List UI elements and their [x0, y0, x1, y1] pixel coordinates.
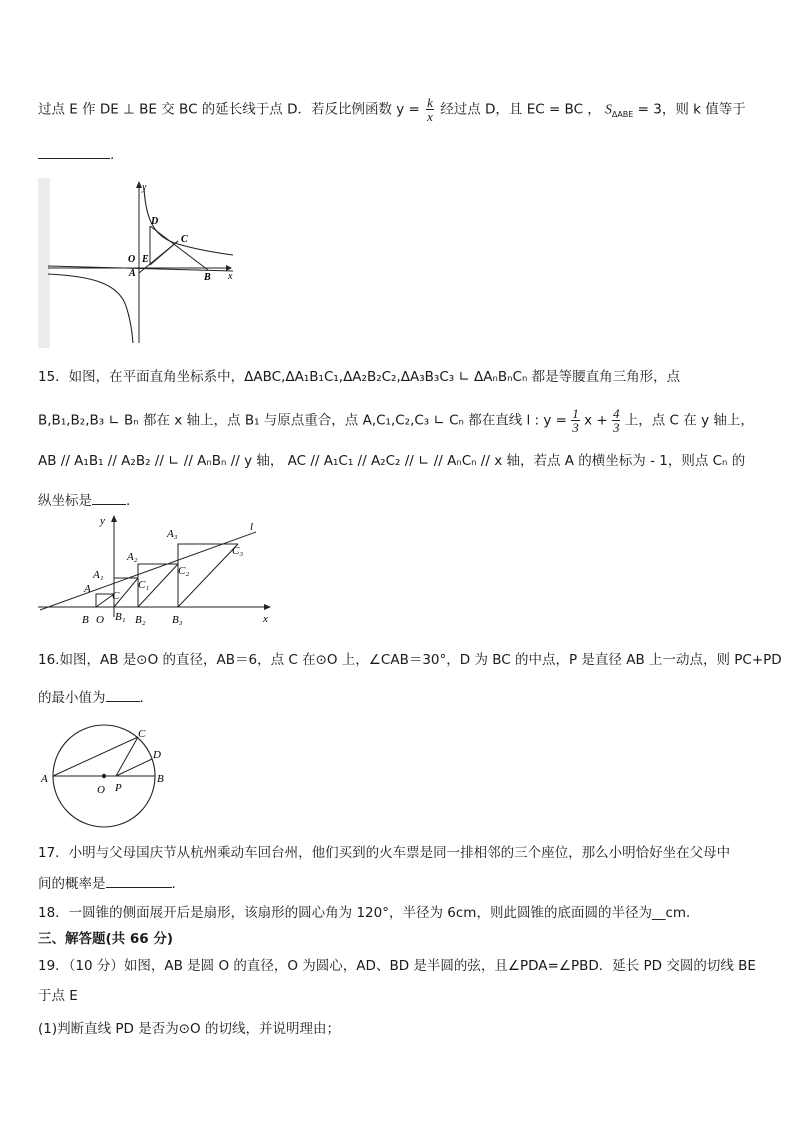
segment-PD [116, 759, 152, 776]
q15-line3: AB // A₁B₁ // A₂B₂ // ∟ // AₙBₙ // y 轴， AC // A₁C₁ // A₂C₂ // ∟ // AₙCₙ // x 轴，若点 A 的横坐标为 - 1，则点 Cₙ 的 [38, 453, 746, 469]
fig14-hyperbola-graph [38, 178, 243, 348]
center-O-dot [102, 774, 106, 778]
q19-part1: (1)判断直线 PD 是否为⊙O 的切线，并说明理由； [38, 1021, 340, 1037]
frac1-den: 3 [572, 420, 579, 435]
area-value: = 3，则 k 值等于 [637, 101, 746, 118]
label-E: E [142, 254, 149, 265]
q15-line4-text: 纵坐标是 [38, 493, 92, 509]
q15-line2 [38, 407, 754, 434]
q16-line2 [38, 687, 144, 708]
q14-text-a: 过点 E 作 DE ⊥ BE 交 BC 的延长线于点 D．若反比例函数 y = [38, 101, 420, 118]
label-D: D [153, 749, 161, 761]
label-B2: B₂ [135, 614, 146, 626]
q14-period: . [110, 147, 115, 163]
func-denominator: x [427, 109, 433, 124]
q19-line1: 19．（10 分）如图，AB 是圆 O 的直径，O 为圆心，AD、BD 是半圆的弦，且∠PDA=∠PBD．延长 PD 交圆的切线 BE [38, 958, 756, 974]
q19-line2: 于点 E [38, 988, 78, 1004]
label-C: C [138, 728, 146, 740]
area-label: S [605, 101, 612, 117]
label-O: O [96, 614, 104, 626]
label-A2: A₂ [127, 551, 138, 563]
q15-line1: 15．如图，在平面直角坐标系中，ΔABC,ΔA₁B₁C₁,ΔA₂B₂C₂,ΔA₃B₃C₃ ∟ ΔAₙBₙCₙ 都是等腰直角三角形，点 [38, 369, 681, 385]
segment-PC [116, 737, 138, 776]
frac2-den: 3 [612, 420, 620, 435]
label-x: x [263, 613, 268, 625]
label-A1: A₁ [93, 569, 104, 581]
label-O: O [128, 254, 136, 265]
label-l: l [250, 521, 254, 533]
q14-answer-blank[interactable] [38, 144, 110, 159]
q14-text-b: 经过点 D，且 EC = BC ， [440, 101, 601, 118]
q15-answer-blank[interactable] [92, 490, 126, 505]
label-A: A [129, 268, 136, 279]
label-B: B [157, 773, 164, 785]
label-C3: C₃ [232, 545, 244, 557]
frac2-num: 4 [612, 406, 620, 421]
label-C1: C₁ [138, 579, 150, 591]
q17-line1: 17．小明与父母国庆节从杭州乘动车回台州，他们买到的火车票是同一排相邻的三个座位，那么小明恰好坐在父母中 [38, 845, 731, 861]
q15-period: . [126, 493, 131, 509]
fig16-circle-diagram [38, 722, 173, 832]
q17-period: . [171, 876, 176, 892]
label-B1: B₁ [115, 611, 126, 623]
label-A: A [84, 583, 91, 595]
label-P: P [115, 782, 122, 794]
q18-line1: 18．一圆锥的侧面展开后是扇形，该扇形的圆心角为 120°，半径为 6cm，则此圆锥的底面圆的半径为__cm． [38, 905, 700, 921]
q17-answer-blank[interactable] [106, 873, 172, 888]
frac1-num: 1 [572, 406, 579, 421]
label-y: y [100, 515, 105, 527]
q15-line2-b: 上，点 C 在 y 轴上， [624, 412, 754, 429]
q16-period: . [139, 690, 144, 706]
label-B: B [204, 272, 211, 283]
y-axis-arrow [111, 515, 117, 522]
label-x: x [228, 271, 233, 282]
fraction-1-3 [571, 407, 580, 434]
q14-func-fraction [426, 96, 434, 123]
q17-line2-text: 间的概率是 [38, 876, 106, 892]
q16-line1: 16.如图，AB 是⊙O 的直径，AB＝6，点 C 在⊙O 上，∠CAB＝30°，D 为 BC 的中点，P 是直径 AB 上一动点，则 PC+PD [38, 652, 782, 668]
q17-line2 [38, 873, 176, 894]
section-3-heading: 三、解答题(共 66 分) [38, 931, 174, 947]
q16-answer-blank[interactable] [106, 687, 140, 702]
q15-line4 [38, 490, 130, 511]
label-C: C [112, 590, 120, 602]
q15-line2-a: B,B₁,B₂,B₃ ∟ Bₙ 都在 x 轴上，点 B₁ 与原点重合，点 A,C₁,C₂,C₃ ∟ Cₙ 都在直线 l : y = [38, 412, 567, 429]
label-A3: A₃ [167, 528, 178, 540]
label-y: y [142, 182, 147, 193]
func-numerator: k [427, 95, 433, 110]
q14-answer-line [38, 144, 114, 165]
q16-line2-text: 的最小值为 [38, 690, 106, 706]
q15-mid: x + [584, 412, 608, 429]
scan-shadow [38, 178, 50, 348]
label-A: A [41, 773, 48, 785]
label-C: C [181, 234, 188, 245]
label-O: O [97, 784, 105, 796]
q14-line1 [38, 96, 746, 125]
label-B: B [82, 614, 89, 626]
x-axis-arrow [264, 604, 271, 610]
fraction-4-3 [612, 407, 621, 434]
area-subscript: ΔABE [611, 110, 634, 120]
fig15-triangles-graph [38, 512, 278, 630]
label-D: D [151, 216, 159, 227]
label-C2: C₂ [178, 565, 190, 577]
label-B3: B₃ [172, 614, 183, 626]
